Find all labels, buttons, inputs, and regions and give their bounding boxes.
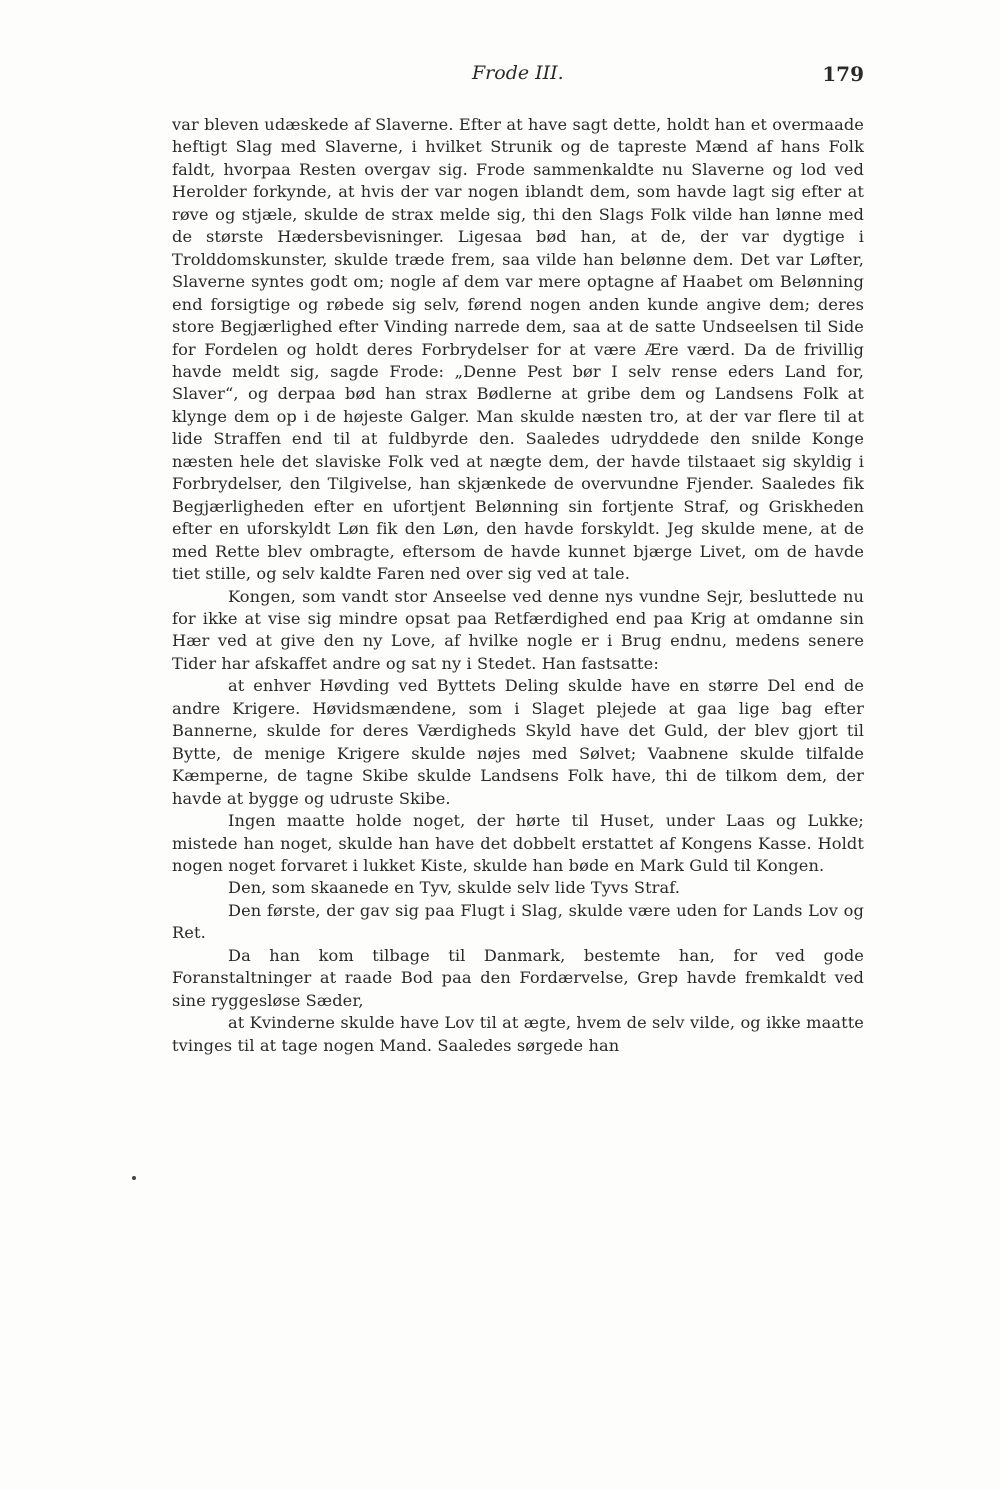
paragraph: Den første, der gav sig paa Flugt i Slag, skulde være uden for Lands Lov og Ret. bbox=[172, 900, 864, 943]
paragraph: at Kvinderne skulde have Lov til at ægte, hvem de selv vilde, og ikke maatte tvinges til at tage nogen Mand. Saaledes sørgede han bbox=[172, 1013, 864, 1055]
paragraph: Da han kom tilbage til Danmark, bestemte han, for ved gode Foranstaltninger at raade Bod paa den Fordærvelse, Grep havde fremkaldt ved sine ryggesløse Sæder, bbox=[172, 945, 864, 1010]
running-title: Frode III. bbox=[472, 62, 564, 84]
body-text bbox=[172, 114, 864, 1057]
running-head bbox=[172, 62, 864, 92]
paragraph: at enhver Høvding ved Byttets Deling skulde have en større Del end de andre Krigere. Høvidsmændene, som i Slaget plejede at gaa lige bag efter Bannerne, skulde for deres Værdigheds Skyld have det Guld, der blev gjort til Bytte, de menige Krigere skulde nøjes med Sølvet; Vaabnene skulde tilfalde Kæmperne, de tagne Skibe skulde Landsens Folk have, thi de tilkom dem, der havde at bygge og udruste Skibe. bbox=[172, 676, 864, 808]
page-number: 179 bbox=[822, 62, 864, 86]
paragraph: Den, som skaanede en Tyv, skulde selv lide Tyvs Straf. bbox=[228, 878, 681, 898]
paragraph: Ingen maatte holde noget, der hørte til Huset, under Laas og Lukke; mistede han noget, skulde han have det dobbelt erstattet af Kongens Kasse. Holdt nogen noget forvaret i lukket Kiste, skulde han bøde en Mark Guld til Kongen. bbox=[172, 811, 864, 875]
paragraph: var bleven udæskede af Slaverne. Efter at have sagt dette, holdt han et overmaade heftigt Slag med Slaverne, i hvilket Strunik og de tapreste Mænd af hans Folk faldt, hvorpaa Resten overgav sig. Frode sammenkaldte nu Slaverne og lod ved Herolder forkynde, at hvis der var nogen iblandt dem, som havde lagt sig efter at røve og stjæle, skulde de strax melde sig, thi den Slags Folk vilde han lønne med de største Hædersbevisninger. Ligesaa bød han, at de, der var dygtige i Trolddomskunster, skulde træde frem, saa vilde han belønne dem. Det var Løfter, Slaverne syntes godt om; nogle af dem var mere optagne af Haabet om Belønning end forsigtige og røbede sig selv, førend nogen anden kunde angive dem; deres store Begjærlighed efter Vinding narrede dem, saa at de satte Undseelsen til Side for Fordelen og holdt deres Forbrydelser for at være Ære værd. Da de frivillig havde meldt sig, sagde Frode: „Denne Pest bør I selv rense eders Land for, Slaver“, og derpaa bød han strax Bødlerne at gribe dem og Landsens Folk at klynge dem op i de højeste Galger. Man skulde næsten tro, at der var flere til at lide Straffen end til at fuldbyrde den. Saaledes udryddede den snilde Konge næsten hele det slaviske Folk ved at nægte dem, der havde tilstaaet sig skyldig i Forbrydelser, den Tilgivelse, han skjænkede de overvundne Fjender. Saaledes fik Begjærligheden efter en ufortjent Belønning sin fortjente Straf, og Griskheden efter en uforskyldt Løn fik den Løn, den havde forskyldt. Jeg skulde mene, at de med Rette blev ombragte, eftersom de havde kunnet bjærge Livet, om de havde tiet stille, og selv kaldte Faren ned over sig ved at tale. bbox=[172, 115, 864, 584]
margin-mark bbox=[132, 1176, 136, 1180]
paragraph: Kongen, som vandt stor Anseelse ved denne nys vundne Sejr, besluttede nu for ikke at vise sig mindre opsat paa Retfærdighed end paa Krig at omdanne sin Hær ved at give den ny Love, af hvilke nogle er i Brug endnu, medens senere Tider har afskaffet andre og sat ny i Stedet. Han fastsatte: bbox=[172, 586, 864, 673]
